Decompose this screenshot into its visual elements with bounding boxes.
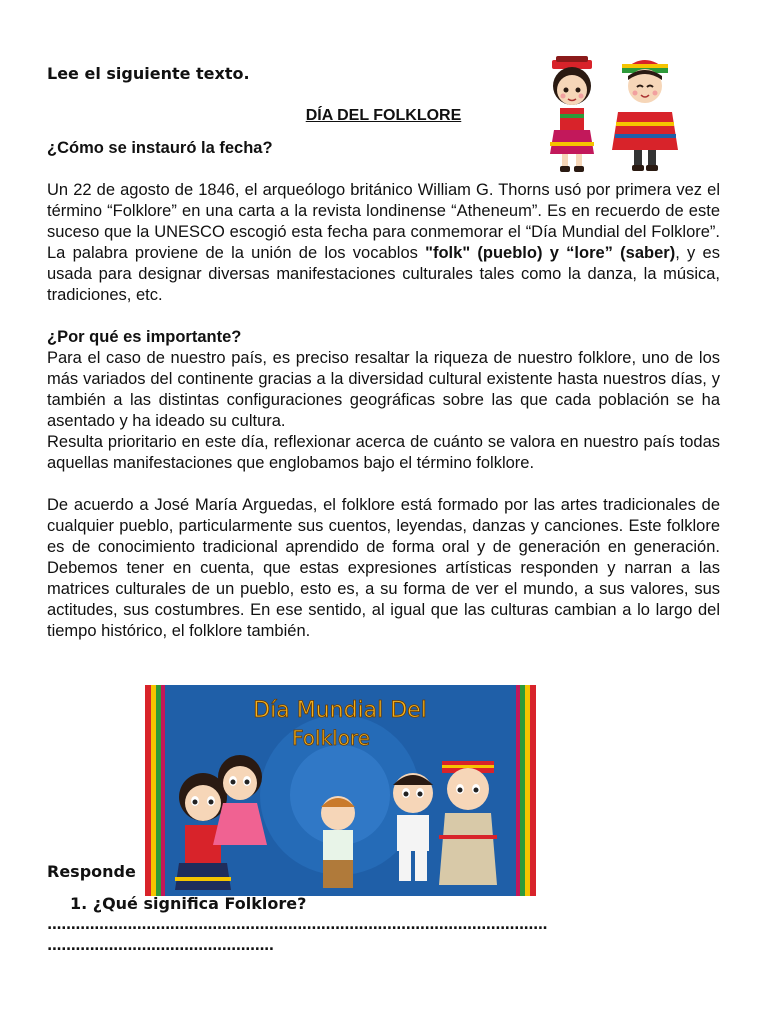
paragraph-origin-text-a: Un 22 de agosto de 1846, el arqueólogo británico William G. Thorns usó por primera vez el término “Folklore” en una carta a la revista londinense “Atheneum”. Es en recuerdo de este suceso que la UNESCO escogió esta fecha para conmemorar el “Día Mundial del Folklore”. La palabra proviene de la unión de los vocablos [47, 181, 720, 262]
right-stripes [516, 685, 536, 896]
paragraph-origin [47, 180, 720, 306]
paragraph-arguedas: De acuerdo a José María Arguedas, el folklore está formado por las artes tradicionales de cualquier pueblo, particularmente sus cuentos, leyendas, danzas y canciones. Este folklore es de conocimiento tradicional aprendido de forma oral y de generación en generación. Debemos tener en cuenta, que estas expresiones artísticas responden y narran a las matrices culturales de un pueblo, esto es, a su forma de ver el mundo, a sus valores, sus actitudes, sus costumbres. En ese sentido, al igual que las culturas cambian a lo largo del tiempo histórico, el folklore también. [47, 496, 720, 640]
answer-line-2[interactable]: ................................................ [47, 938, 274, 954]
left-stripes [145, 685, 165, 896]
girl-figure [550, 56, 594, 172]
paragraph-importance-2: Resulta prioritario en este día, reflexionar acerca de cuánto se valora en nuestro país todas aquellas manifestaciones que englobamos bajo el término folklore. [47, 433, 720, 472]
banner-title-line1: Día Mundial Del [253, 698, 427, 723]
section-heading-importance: ¿Por qué es importante? [47, 328, 242, 346]
answer-line-1[interactable]: .......................................................................................................... [47, 917, 548, 933]
folklore-children-illustration [538, 50, 688, 178]
dia-mundial-folklore-banner [145, 685, 536, 896]
document-title: DÍA DEL FOLKLORE [305, 107, 462, 124]
paragraph-origin-text-b: , y es usada para designar diversas manifestaciones culturales tales como la danza, la música, tradiciones, etc. [47, 244, 720, 304]
paragraph-importance-1: Para el caso de nuestro país, es preciso resaltar la riqueza de nuestro folklore, uno de los más variados del continente gracias a la diversidad cultural existente hasta nuestros días, y también a las distintas configuraciones geográficas sobre las que cada población se ha asentado y ha ideado su cultura. [47, 349, 720, 430]
banner-boy-center [321, 796, 355, 888]
boy-figure [612, 60, 678, 171]
paragraph-origin-bold: "folk" (pueblo) y “lore” (saber) [425, 244, 676, 262]
intro-instruction: Lee el siguiente texto. [47, 64, 250, 83]
banner-title-line2: Folklore [291, 726, 371, 750]
question-1: 1. ¿Qué significa Folklore? [70, 894, 307, 913]
section-heading-origin: ¿Cómo se instauró la fecha? [47, 139, 273, 157]
responde-label: Responde [47, 862, 136, 881]
